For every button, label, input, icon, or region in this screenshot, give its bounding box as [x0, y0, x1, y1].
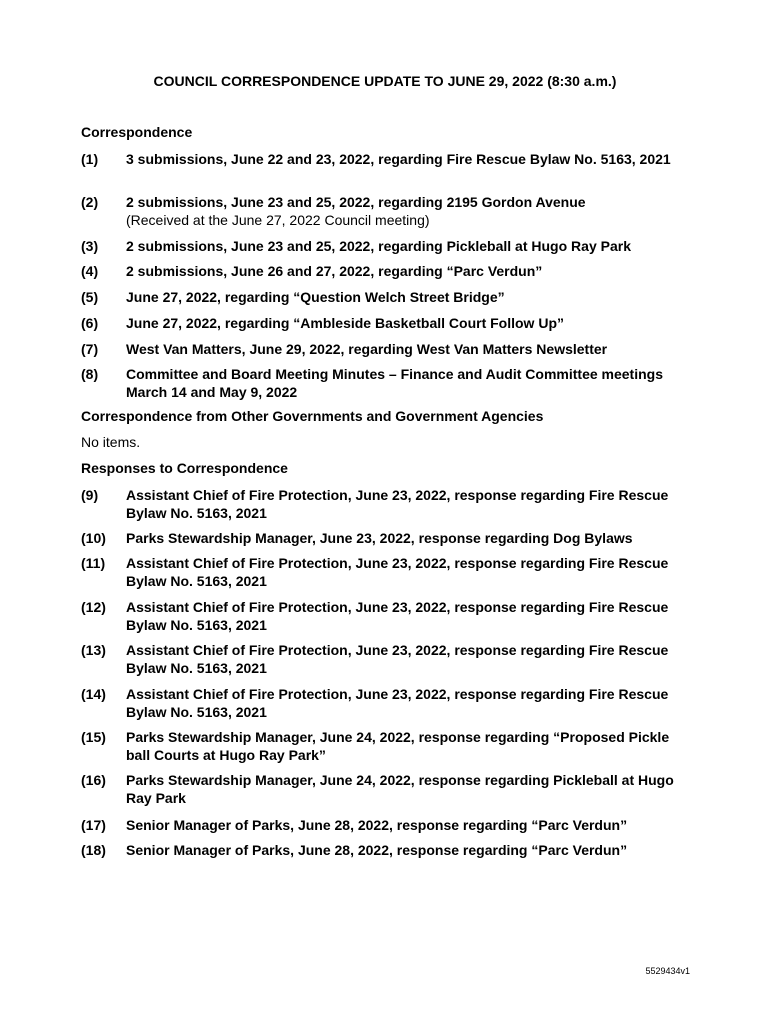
item-number: (13) — [81, 642, 106, 658]
item-number: (6) — [81, 315, 99, 331]
item-note: (Received at the June 27, 2022 Council meeting) — [126, 212, 430, 228]
item-number: (16) — [81, 772, 106, 788]
item-text: Assistant Chief of Fire Protection, June 23, 2022, response regarding Fire Rescue Bylaw No. 5163, 2021 — [126, 599, 669, 633]
document-title: COUNCIL CORRESPONDENCE UPDATE TO JUNE 29, 2022 (8:30 a.m.) — [153, 73, 617, 89]
section-heading-correspondence: Correspondence — [81, 124, 193, 140]
item-text: Committee and Board Meeting Minutes – Finance and Audit Committee meetings March 14 and May 9, 2022 — [126, 366, 663, 400]
item-text: Assistant Chief of Fire Protection, June 23, 2022, response regarding Fire Rescue Bylaw No. 5163, 2021 — [126, 686, 669, 720]
item-text: 2 submissions, June 23 and 25, 2022, regarding 2195 Gordon Avenue — [126, 194, 586, 210]
item-text: Parks Stewardship Manager, June 24, 2022, response regarding “Proposed Pickle ball Courts at Hugo Ray Park” — [126, 729, 670, 763]
item-text-block — [126, 193, 696, 229]
item-text: West Van Matters, June 29, 2022, regarding West Van Matters Newsletter — [126, 341, 608, 357]
item-text: Assistant Chief of Fire Protection, June 23, 2022, response regarding Fire Rescue Bylaw No. 5163, 2021 — [126, 642, 669, 676]
item-text: 2 submissions, June 26 and 27, 2022, regarding “Parc Verdun” — [126, 263, 543, 279]
item-number: (11) — [81, 555, 106, 571]
section-heading-other-governments: Correspondence from Other Governments and Government Agencies — [81, 408, 544, 424]
item-number: (18) — [81, 842, 106, 858]
item-number: (10) — [81, 530, 106, 546]
item-number: (12) — [81, 599, 106, 615]
item-text: Parks Stewardship Manager, June 24, 2022, response regarding Pickleball at Hugo Ray Park — [126, 772, 674, 806]
item-number: (14) — [81, 686, 106, 702]
item-number: (3) — [81, 238, 99, 254]
item-number: (5) — [81, 289, 99, 305]
item-number: (2) — [81, 194, 99, 210]
item-text: Assistant Chief of Fire Protection, June 23, 2022, response regarding Fire Rescue Bylaw No. 5163, 2021 — [126, 555, 669, 589]
item-number: (7) — [81, 341, 99, 357]
item-number: (4) — [81, 263, 99, 279]
item-text: Assistant Chief of Fire Protection, June 23, 2022, response regarding Fire Rescue Bylaw No. 5163, 2021 — [126, 487, 669, 521]
item-number: (15) — [81, 729, 106, 745]
item-text: Senior Manager of Parks, June 28, 2022, response regarding “Parc Verdun” — [126, 817, 628, 833]
item-number: (1) — [81, 151, 99, 167]
item-text: 2 submissions, June 23 and 25, 2022, regarding Pickleball at Hugo Ray Park — [126, 238, 631, 254]
item-text: Senior Manager of Parks, June 28, 2022, response regarding “Parc Verdun” — [126, 842, 628, 858]
item-number: (8) — [81, 366, 99, 382]
item-text: June 27, 2022, regarding “Ambleside Basketball Court Follow Up” — [126, 315, 564, 331]
section-heading-responses: Responses to Correspondence — [81, 460, 288, 476]
document-id-footer: 5529434v1 — [645, 966, 690, 976]
no-items-text: No items. — [81, 434, 141, 450]
item-number: (9) — [81, 487, 99, 503]
item-text: 3 submissions, June 22 and 23, 2022, regarding Fire Rescue Bylaw No. 5163, 2021 — [126, 151, 671, 167]
item-number: (17) — [81, 817, 106, 833]
item-text: Parks Stewardship Manager, June 23, 2022, response regarding Dog Bylaws — [126, 530, 633, 546]
item-text: June 27, 2022, regarding “Question Welch Street Bridge” — [126, 289, 505, 305]
